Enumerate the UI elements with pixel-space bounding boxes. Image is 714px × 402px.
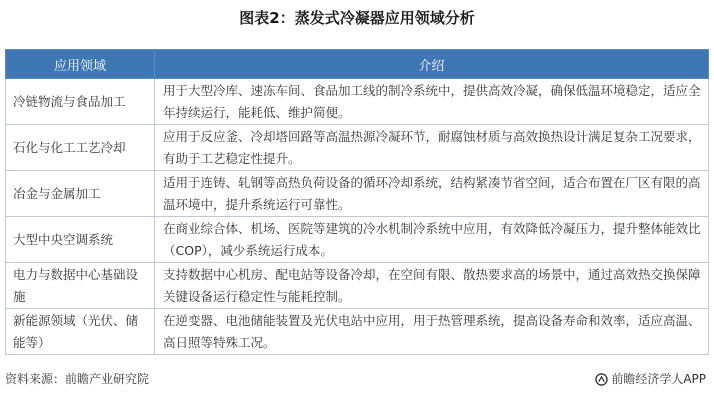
brand-logo-icon: [595, 373, 608, 386]
brand-text: 前瞻经济学人APP: [611, 372, 706, 386]
intro-cell: 在逆变器、电池储能装置及光伏电站中应用，用于热管理系统，提高设备寿命和效率，适应高温、高日照等特殊工况。: [155, 309, 709, 355]
table-row: [6, 171, 709, 217]
page-title: 图表2：蒸发式冷凝器应用领域分析: [239, 9, 475, 27]
header-field: 应用领域: [6, 50, 155, 79]
intro-cell: 应用于反应釜、冷却塔回路等高温热源冷凝环节，耐腐蚀材质与高效换热设计满足复杂工况要求，有助于工艺稳定性提升。: [155, 125, 709, 171]
table-header-row: [6, 50, 709, 79]
intro-cell: 用于大型冷库、速冻车间、食品加工线的制冷系统中，提供高效冷凝，确保低温环境稳定，适应全年持续运行，能耗低、维护简便。: [155, 79, 709, 125]
footer: [5, 368, 706, 390]
field-cell: 大型中央空调系统: [6, 217, 155, 263]
table-row: [6, 217, 709, 263]
source-text: 资料来源：前瞻产业研究院: [5, 372, 150, 386]
field-cell: 石化与化工工艺冷却: [6, 125, 155, 171]
field-cell: 新能源领域（光伏、储能等）: [6, 309, 155, 355]
table-row: [6, 309, 709, 355]
application-table-container: [5, 49, 709, 355]
intro-cell: 支持数据中心机房、配电站等设备冷却，在空间有限、散热要求高的场景中，通过高效热交换保障关键设备运行稳定性与能耗控制。: [155, 263, 709, 309]
field-cell: 冶金与金属加工: [6, 171, 155, 217]
table-row: [6, 125, 709, 171]
intro-cell: 在商业综合体、机场、医院等建筑的冷水机制冷系统中应用，有效降低冷凝压力，提升整体能效比（COP），减少系统运行成本。: [155, 217, 709, 263]
table-row: [6, 79, 709, 125]
field-cell: 冷链物流与食品加工: [6, 79, 155, 125]
intro-cell: 适用于连铸、轧钢等高热负荷设备的循环冷却系统，结构紧凑节省空间，适合布置在厂区有限的高温环境中，提升系统运行可靠性。: [155, 171, 709, 217]
header-intro: 介绍: [155, 50, 709, 79]
table-row: [6, 263, 709, 309]
brand-attribution: [595, 368, 706, 390]
application-table: [5, 49, 709, 355]
field-cell: 电力与数据中心基础设施: [6, 263, 155, 309]
